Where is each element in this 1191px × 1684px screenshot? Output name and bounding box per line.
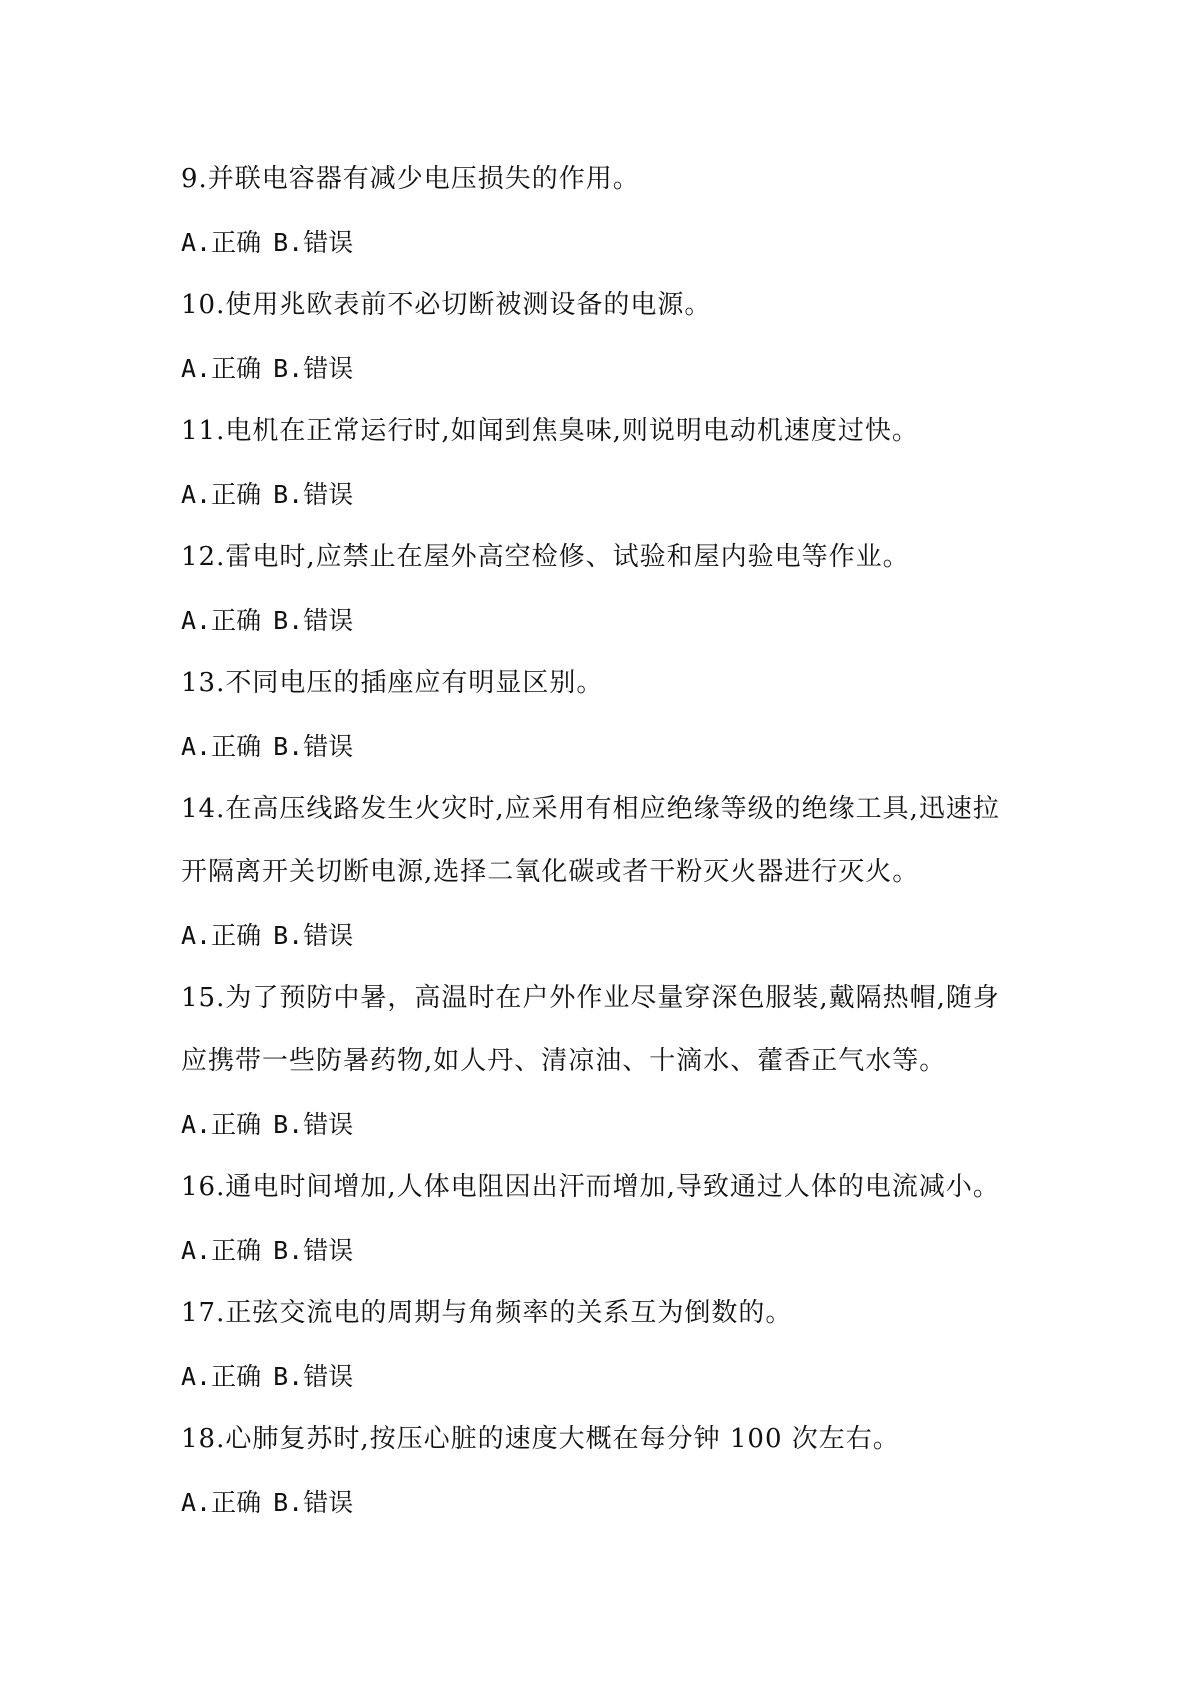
option-a: A.正确: [181, 228, 262, 257]
question-stem: 12.雷电时,应禁止在屋外高空检修、试验和屋内验电等作业。: [181, 542, 910, 572]
option-a: A.正确: [181, 732, 262, 761]
option-b: B.错误: [273, 921, 354, 950]
option-a: A.正确: [181, 606, 262, 635]
option-b: B.错误: [273, 1362, 354, 1391]
question-options: [181, 1219, 1021, 1282]
option-b: B.错误: [273, 354, 354, 383]
option-a: A.正确: [181, 1488, 262, 1517]
question-options: [181, 904, 1021, 967]
question-item: [181, 1156, 1021, 1282]
question-item: [181, 967, 1021, 1156]
question-stem: 18.心肺复苏时,按压心脏的速度大概在每分钟 100 次左右。: [181, 1424, 900, 1454]
question-options: [181, 1345, 1021, 1408]
question-stem: 10.使用兆欧表前不必切断被测设备的电源。: [181, 290, 712, 320]
question-stem: 15.为了预防中暑，高温时在户外作业尽量穿深色服装,戴隔热帽,随身应携带一些防暑药物,如人丹、清凉油、十滴水、藿香正气水等。: [181, 983, 1000, 1076]
question-options: [181, 1471, 1021, 1534]
option-a: A.正确: [181, 480, 262, 509]
question-item: [181, 148, 1021, 274]
question-options: [181, 715, 1021, 778]
option-b: B.错误: [273, 606, 354, 635]
question-list: [181, 148, 1021, 1534]
option-a: A.正确: [181, 1110, 262, 1139]
option-a: A.正确: [181, 921, 262, 950]
question-item: [181, 400, 1021, 526]
question-stem: 9.并联电容器有减少电压损失的作用。: [181, 164, 640, 194]
question-item: [181, 652, 1021, 778]
option-a: A.正确: [181, 1236, 262, 1265]
question-stem: 13.不同电压的插座应有明显区别。: [181, 668, 604, 698]
question-stem: 16.通电时间增加,人体电阻因出汗而增加,导致通过人体的电流减小。: [181, 1172, 1000, 1202]
question-item: [181, 778, 1021, 967]
option-a: A.正确: [181, 354, 262, 383]
question-options: [181, 1093, 1021, 1156]
question-options: [181, 337, 1021, 400]
option-b: B.错误: [273, 1236, 354, 1265]
question-item: [181, 1282, 1021, 1408]
question-options: [181, 589, 1021, 652]
question-stem: 14.在高压线路发生火灾时,应采用有相应绝缘等级的绝缘工具,迅速拉开隔离开关切断电源,选择二氧化碳或者干粉灭火器进行灭火。: [181, 794, 1000, 887]
question-stem: 11.电机在正常运行时,如闻到焦臭味,则说明电动机速度过快。: [181, 416, 919, 446]
option-b: B.错误: [273, 1110, 354, 1139]
option-b: B.错误: [273, 480, 354, 509]
option-a: A.正确: [181, 1362, 262, 1391]
option-b: B.错误: [273, 1488, 354, 1517]
question-item: [181, 274, 1021, 400]
question-item: [181, 526, 1021, 652]
question-options: [181, 463, 1021, 526]
option-b: B.错误: [273, 732, 354, 761]
question-stem: 17.正弦交流电的周期与角频率的关系互为倒数的。: [181, 1298, 793, 1328]
question-item: [181, 1408, 1021, 1534]
question-options: [181, 211, 1021, 274]
option-b: B.错误: [273, 228, 354, 257]
